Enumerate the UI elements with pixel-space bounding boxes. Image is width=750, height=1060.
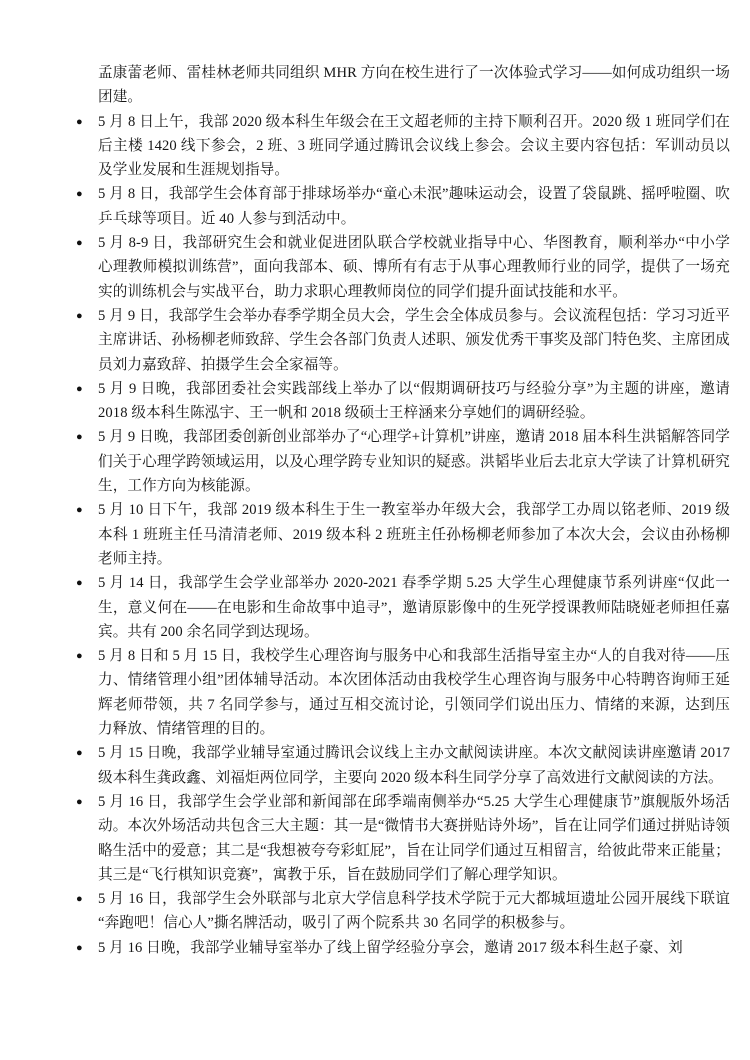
bullet-icon: ● xyxy=(76,309,83,322)
list-item xyxy=(76,936,730,960)
event-text: 5 月 8 日上午，我部 2020 级本科生年级会在王文超老师的主持下顺利召开。2020 级 1 班同学们在后主楼 1420 线下参会，2 班、3 班同学通过腾讯会议线上参会。会议主要内容包括：军训动员以及学业发展和生涯规划指导。 xyxy=(98,113,730,179)
event-text: 5 月 9 日晚，我部团委社会实践部线上举办了以“假期调研技巧与经验分享”为主题的讲座，邀请 2018 级本科生陈泓宇、王一帆和 2018 级硕士王梓涵来分享她们的调研经验。 xyxy=(98,380,730,422)
list-item xyxy=(76,887,730,936)
bullet-icon: ● xyxy=(76,188,83,201)
list-item xyxy=(76,182,730,231)
bullet-icon: ● xyxy=(76,747,83,760)
bullet-icon: ● xyxy=(76,431,83,444)
bullet-icon: ● xyxy=(76,893,83,906)
event-list xyxy=(76,61,730,960)
event-text: 5 月 9 日晚，我部团委创新创业部举办了“心理学+计算机”讲座，邀请 2018 届本科生洪韬解答同学们关于心理学跨领域运用，以及心理学跨专业知识的疑惑。洪韬毕业后去北京大学读了计算机研究生，工作方向为核能源。 xyxy=(98,429,730,495)
list-item xyxy=(76,644,730,741)
event-text: 5 月 9 日，我部学生会举办春季学期全员大会，学生会全体成员参与。会议流程包括：学习习近平主席讲话、孙杨柳老师致辞、学生会各部门负责人述职、颁发优秀干事奖及部门特色奖、主席团成员刘力嘉致辞、拍摄学生会全家福等。 xyxy=(98,307,730,373)
list-item xyxy=(76,498,730,571)
list-item xyxy=(76,110,730,183)
event-text: 5 月 10 日下午，我部 2019 级本科生于生一教室举办年级大会，我部学工办周以铭老师、2019 级本科 1 班班主任马清清老师、2019 级本科 2 班班主任孙杨柳老师参加了本次大会，会议由孙杨柳老师主持。 xyxy=(98,502,730,567)
bullet-icon: ● xyxy=(76,941,83,954)
bullet-icon: ● xyxy=(76,504,83,517)
list-item xyxy=(76,231,730,304)
bullet-icon: ● xyxy=(76,237,83,250)
list-item xyxy=(76,741,730,790)
event-text: 5 月 15 日晚，我部学业辅导室通过腾讯会议线上主办文献阅读讲座。本次文献阅读讲座邀请 2017 级本科生龚政鑫、刘福炬两位同学，主要向 2020 级本科生同学分享了高效进行文献阅读的方法。 xyxy=(98,745,730,786)
bullet-icon: ● xyxy=(76,115,83,128)
event-text: 5 月 8-9 日，我部研究生会和就业促进团队联合学校就业指导中心、华图教育，顺利举办“中小学心理教师模拟训练营”，面向我部本、硕、博所有有志于从事心理教师行业的同学，提供了一场充实的训练机会与实战平台，助力求职心理教师岗位的同学们提升面试技能和水平。 xyxy=(98,235,730,300)
bullet-icon: ● xyxy=(76,382,83,395)
event-text: 5 月 8 日，我部学生会体育部于排球场举办“童心未泯”趣味运动会，设置了袋鼠跳、摇呼啦圈、吹乒乓球等项目。近 40 人参与到活动中。 xyxy=(98,186,730,227)
event-text: 5 月 16 日，我部学生会学业部和新闻部在邱季端南侧举办“5.25 大学生心理健康节”旗舰版外场活动。本次外场活动共包含三大主题：其一是“微情书大赛拼贴诗外场”，旨在让同学们通过拼贴诗领略生活中的爱意；其二是“我想被夸夸彩虹屁”，旨在让同学们通过互相留言，给彼此带来正能量；其三是“飞行棋知识竞赛”，寓教于乐，旨在鼓励同学们了解心理学知识。 xyxy=(98,793,730,883)
list-item xyxy=(76,377,730,426)
list-item xyxy=(76,425,730,498)
event-text: 5 月 8 日和 5 月 15 日，我校学生心理咨询与服务中心和我部生活指导室主办“人的自我对待——压力、情绪管理小组”团体辅导活动。本次团体活动由我校学生心理咨询与服务中心特聘咨询师王延辉老师带领，共 7 名同学参与，通过互相交流讨论，引领同学们说出压力、情绪的来源，达到压力释放、情绪管理的目的。 xyxy=(98,648,730,738)
bullet-icon: ● xyxy=(76,577,83,590)
bullet-icon: ● xyxy=(76,650,83,663)
list-item xyxy=(76,61,730,110)
list-item xyxy=(76,571,730,644)
event-text: 5 月 16 日晚，我部学业辅导室举办了线上留学经验分享会，邀请 2017 级本科生赵子豪、刘 xyxy=(98,939,683,956)
event-text: 5 月 16 日，我部学生会外联部与北京大学信息科学技术学院于元大都城垣遗址公园开展线下联谊“奔跑吧！信心人”撕名牌活动，吸引了两个院系共 30 名同学的积极参与。 xyxy=(98,891,730,932)
list-item xyxy=(76,790,730,887)
list-item xyxy=(76,304,730,377)
event-text: 5 月 14 日，我部学生会学业部举办 2020-2021 春季学期 5.25 大学生心理健康节系列讲座“仅此一生，意义何在——在电影和生命故事中追寻”，邀请原影像中的生死学授课教师陆晓娅老师担任嘉宾。共有 200 余名同学到达现场。 xyxy=(98,575,730,640)
event-text: 孟康蕾老师、雷桂林老师共同组织 MHR 方向在校生进行了一次体验式学习——如何成功组织一场团建。 xyxy=(98,65,730,106)
bullet-icon: ● xyxy=(76,795,83,808)
